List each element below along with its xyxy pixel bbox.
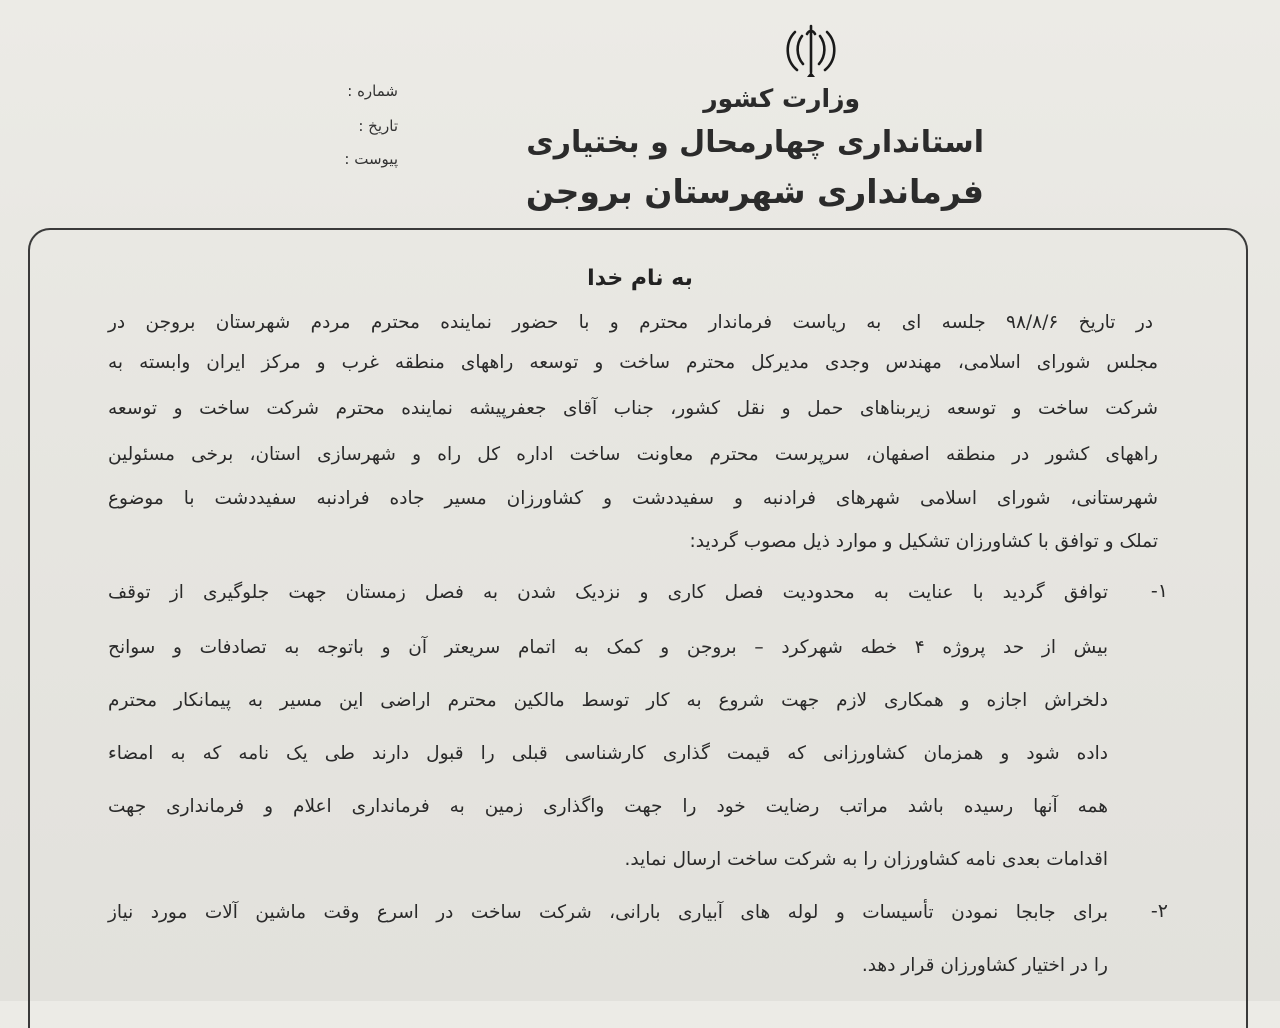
item-line: بیش از حد پروژه ۴ خطه شهرکرد – بروجن و کمک به اتمام سریعتر آن و باتوجه به تصادفات و سوانح	[108, 637, 1108, 658]
item-line: دلخراش اجازه و همکاری لازم جهت شروع به کار توسط مالکین محترم اراضی این مسیر به پیمانکار محترم	[108, 690, 1108, 711]
intro-line: راههای کشور در منطقه اصفهان، سرپرست محترم معاونت ساخت اداره کل راه و شهرسازی استان، برخی مسئولین	[108, 444, 1158, 465]
item-number: ۱-	[1150, 580, 1168, 602]
item-line: توافق گردید با عنایت به محدودیت فصل کاری و نزدیک شدن به فصل زمستان جهت جلوگیری از توقف	[108, 582, 1108, 603]
intro-line: شرکت ساخت و توسعه زیربناهای حمل و نقل کشور، جناب آقای جعفرپیشه نماینده محترم شرکت ساخت و توسعه	[108, 398, 1158, 419]
item-line: برای جابجا نمودن تأسیسات و لوله های آبیاری بارانی، شرکت ساخت در اسرع وقت ماشین آلات مورد نیاز	[108, 902, 1108, 923]
intro-line: در تاریخ ۹۸/۸/۶ جلسه ای به ریاست فرماندار محترم و با حضور نماینده محترم مردم شهرستان بروجن در	[108, 312, 1153, 333]
ministry-title: وزارت کشور	[703, 84, 860, 113]
number-field-label: شماره :	[347, 82, 398, 100]
intro-line: تملک و توافق با کشاورزان تشکیل و موارد ذیل مصوب گردید:	[689, 531, 1158, 552]
date-field-label: تاریخ :	[358, 117, 398, 135]
basmala-heading: به نام خدا	[587, 266, 693, 291]
item-line: را در اختیار کشاورزان قرار دهد.	[861, 955, 1108, 976]
attachment-field-label: پیوست :	[344, 150, 398, 168]
iran-emblem-icon	[781, 22, 841, 78]
item-number: ۲-	[1150, 900, 1168, 922]
county-office-title: فرمانداری شهرستان بروجن	[525, 172, 984, 211]
item-line: داده شود و همزمان کشاورزانی که قیمت گذاری کارشناسی قبلی را قبول دارند طی یک نامه که به امضاء	[108, 743, 1108, 764]
item-line: همه آنها رسیده باشد مراتب رضایت خود را جهت واگذاری زمین به فرمانداری اعلام و فرمانداری جهت	[108, 796, 1108, 817]
intro-line: شهرستانی، شورای اسلامی شهرهای فرادنبه و سفیددشت و کشاورزان مسیر جاده فرادنبه سفیددشت با موضوع	[108, 488, 1158, 509]
item-line: اقدامات بعدی نامه کشاورزان را به شرکت ساخت ارسال نماید.	[624, 849, 1108, 870]
intro-line: مجلس شورای اسلامی، مهندس وجدی مدیرکل محترم ساخت و توسعه راههای منطقه غرب و مرکز ایران وابسته به	[108, 352, 1158, 373]
governorate-title: استانداری چهارمحال و بختیاری	[526, 125, 984, 160]
